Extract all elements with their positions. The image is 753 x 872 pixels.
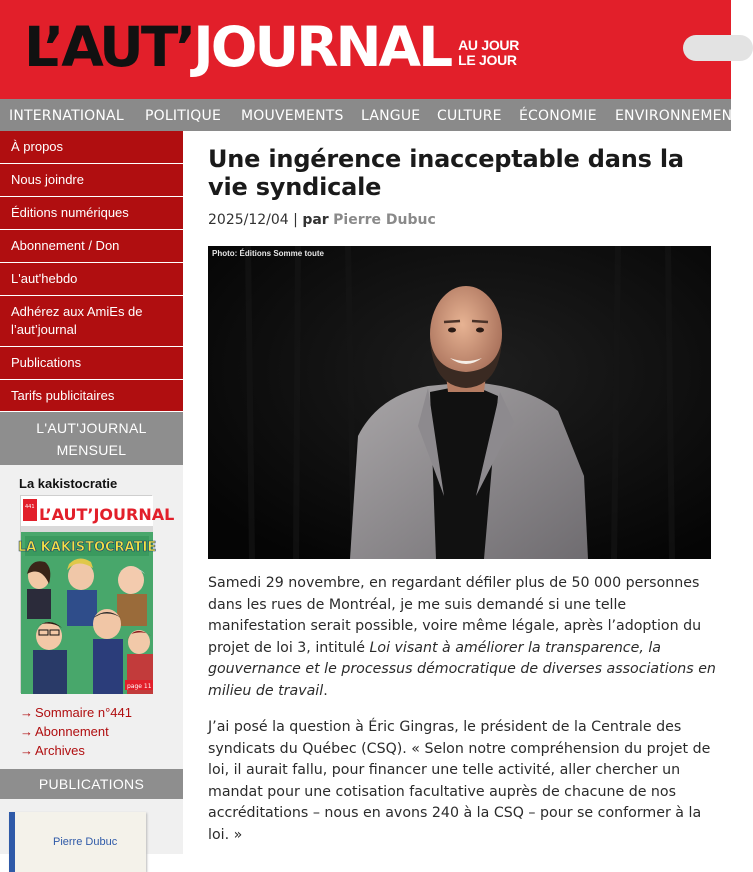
article-photo <box>208 246 711 559</box>
link-abonnement[interactable]: → Abonnement <box>20 724 109 739</box>
nav-item-langue[interactable]: LANGUE <box>361 108 421 124</box>
cover-illustration <box>17 496 175 694</box>
sidebar-item-tarifs[interactable]: Tarifs publicitaires <box>0 380 183 412</box>
link-sommaire[interactable]: → Sommaire n°441 <box>20 705 132 720</box>
law-title: Loi visant à améliorer la transparence, la gouvernance et le processus démocratique de diverses associations en milieu de travail <box>208 639 716 699</box>
nav-item-economie[interactable]: ÉCONOMIE <box>519 108 597 124</box>
photo-credit: Photo: Éditions Somme toute <box>212 249 324 258</box>
issue-title[interactable]: La kakistocratie <box>19 476 118 491</box>
nav-item-international[interactable]: INTERNATIONAL <box>9 108 124 124</box>
book-cover-image[interactable] <box>9 812 146 872</box>
sidebar-item-nous-joindre[interactable]: Nous joindre <box>0 164 183 197</box>
sidebar-item-editions-numeriques[interactable]: Éditions numériques <box>0 197 183 230</box>
article-author-link[interactable]: Pierre Dubuc <box>333 212 436 228</box>
book-author: Pierre Dubuc <box>53 836 118 848</box>
issue-cover-image[interactable] <box>17 495 175 693</box>
link-archives[interactable]: → Archives <box>20 743 85 758</box>
article-paragraph-1: Samedi 29 novembre, en regardant défiler plus de 50 000 personnes dans les rues de Montréal, je me suis demandé si une telle manifestation serait possible, voire même légale, après l’adoption du projet de loi 3, intitulé Loi visant à améliorer la transparence, la gouvernance et le processus démocratique de diverses associations en milieu de travail. <box>208 575 716 699</box>
cover-headline: LA KAKISTOCRATIE <box>17 540 157 555</box>
cover-number: 441 <box>25 504 35 510</box>
chevron-right-icon: → <box>20 743 33 758</box>
article-date: 2025/12/04 <box>208 212 289 228</box>
sidebar-item-adherez[interactable]: Adhérez aux AmiEs de l’aut’journal <box>0 296 183 347</box>
meta-separator: | <box>293 212 298 228</box>
logo-text-part1: L’AUT’ <box>24 15 194 79</box>
nav-item-politique[interactable]: POLITIQUE <box>145 108 221 124</box>
logo-text-part2: JOURNAL <box>193 15 451 79</box>
search-input[interactable] <box>683 35 753 61</box>
sidebar-item-a-propos[interactable]: À propos <box>0 131 183 164</box>
main-nav <box>0 99 742 131</box>
nav-item-environnement[interactable]: ENVIRONNEMENT <box>615 108 742 124</box>
publications-heading: PUBLICATIONS <box>0 769 183 799</box>
sidebar-item-aut-hebdo[interactable]: L'aut'hebdo <box>0 263 183 296</box>
sidebar-item-abonnement-don[interactable]: Abonnement / Don <box>0 230 183 263</box>
cover-page-tag: page 11 <box>127 683 152 690</box>
by-label: par <box>302 212 329 228</box>
article-meta <box>208 212 436 228</box>
site-logo[interactable] <box>24 16 519 78</box>
chevron-right-icon: → <box>20 724 33 739</box>
monthly-heading: L'AUT'JOURNAL MENSUEL <box>0 412 183 465</box>
nav-item-mouvements[interactable]: MOUVEMENTS <box>241 108 344 124</box>
article-paragraph-2: J’ai posé la question à Éric Gingras, le président de la Centrale des syndicats du Québec (CSQ). « Selon notre compréhension du projet de loi, il aurait fallu, pour financer une telle activité, aller chercher un mandat pour une cotisation facultative auprès de chacune de nos accréditations – nous en avons 240 à la CSQ – pour se conformer à la loi. » <box>208 719 711 843</box>
logo-tagline: AU JOUR LE JOUR <box>458 37 520 68</box>
portrait-illustration <box>208 246 711 559</box>
cover-logo: L’AUT’JOURNAL <box>39 505 175 524</box>
article-title: Une ingérence inacceptable dans la vie syndicale <box>208 145 684 201</box>
nav-item-culture[interactable]: CULTURE <box>437 108 502 124</box>
site-header <box>0 0 731 99</box>
chevron-right-icon: → <box>20 705 33 720</box>
sidebar-item-publications[interactable]: Publications <box>0 347 183 380</box>
